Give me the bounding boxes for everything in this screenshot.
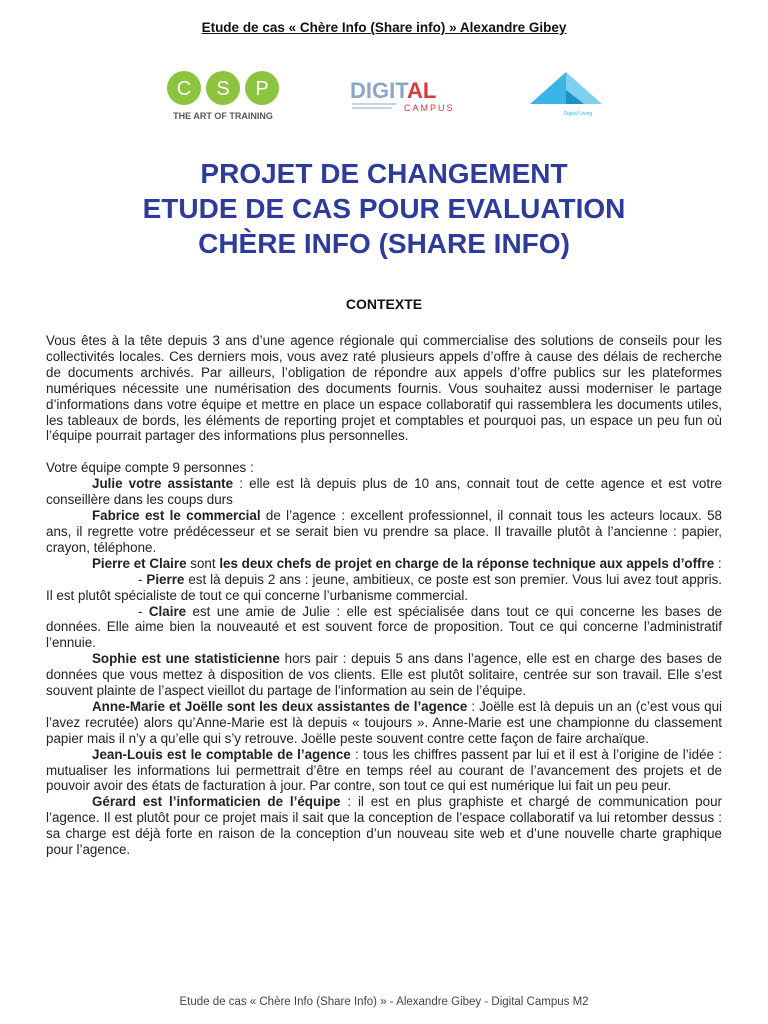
pierre-claire-colon: : [714,555,722,571]
sophie-name: Sophie est une statisticienne [92,651,280,667]
digital-campus-logo [346,76,460,116]
digital-logo-tiny-text-line [352,103,396,105]
paragraph-pierre [46,572,722,604]
intro-paragraph: Vous êtes à la tête depuis 3 ans d’une agence régionale qui commercialise des solutions de conseils pour les collectivités locales. Ces derniers mois, vous avez raté plusieurs appels d’offre à cause des délais de recherche de documents archivés. Par ailleurs, l’obligation de répondre aux appels d’offre publics sur les plateformes numériques nécessite une numérisation des documents fournis. Vous souhaitez aussi moderniser le partage d’informations dans votre équipe et mettre en place un espace collaboratif qui rassemblera les documents utiles, les tableaux de bords, les éléments de reporting projet et comptables et pourquoi pas, un espace un peu fun où l’équipe pourrait partager des informations plus personnelles. [46,333,722,444]
csp-logo-letter-p: P [255,78,269,100]
dl-logo-caption: Digital Living [563,111,593,117]
csp-logo-letter-c: C [176,78,192,100]
sophie-description: hors pair : depuis 5 ans dans l’agence, elle est en charge des bases de données que vous mettez à disposition de vos clients. Elle est plutôt solitaire, centrée sur son travail. Elle s’est souvent plainte de l’aspect vieillot du partage de l’information au sein de l’équipe. [46,651,722,699]
paragraph-anne-marie-joelle [46,699,722,747]
pierre-claire-names: Pierre et Claire [92,555,187,571]
anne-marie-joelle-names: Anne-Marie et Joëlle sont les deux assistantes de l’agence [92,698,468,714]
gerard-name: Gérard est l’informaticien de l’équipe [92,794,341,810]
digital-logo-word [350,78,436,103]
pierre-dash: - [138,571,147,587]
pierre-name: Pierre [146,571,185,587]
paragraph-claire [46,604,722,652]
dl-logo-triangle-left [530,72,566,104]
paragraph-pierre-claire [46,556,722,572]
paragraph-fabrice [46,508,722,556]
claire-dash: - [138,603,149,619]
jean-louis-name: Jean-Louis est le comptable de l’agence [92,746,351,762]
paragraph-gerard [46,794,722,858]
digital-logo-tiny-text-line [352,107,392,109]
title-line-1: PROJET DE CHANGEMENT [200,158,568,189]
gerard-description: : il est en plus graphiste et chargé de communication pour l’agence. Il est plutôt pour ce projet mais il sait que la conception de l’espace collaboratif va lui retomber dessus : sa charge est déjà forte en raison de la conception d’un nouveau site web et d’une nouvelle charte graphique pour l’agence. [46,794,722,858]
section-heading: CONTEXTE [345,296,423,312]
pierre-claire-role: les deux chefs de projet en charge de la réponse technique aux appels d’offre [219,555,715,571]
pierre-description: est là depuis 2 ans : jeune, ambitieux, ce poste est son premier. Vous lui avez tout appris. Il est plutôt spécialiste de tout ce qui concerne l’urbanisme commercial. [46,571,722,603]
csp-logo-letter-s: S [216,78,230,100]
pierre-claire-connector: sont [186,555,220,571]
paragraph-jean-louis [46,747,722,795]
julie-name: Julie votre assistante [92,476,234,492]
body-text [46,333,722,858]
anne-marie-joelle-description: : Joëlle est là depuis un an (c’est vous qui l’avez recrutée) alors qu’Anne-Marie est là depuis « toujours ». Anne-Marie est une championne du classement papier mais il n’y a qu’elle qui s’y retrouve. Joëlle peste souvent contre cette façon de faire archaïque. [46,698,722,746]
claire-description: est une amie de Julie : elle est spécialisée dans tout ce qui concerne les bases de données. Elle aime bien la nouveauté et est souvent force de proposition. Tout ce qui concerne l’administratif l’ennuie. [46,603,722,651]
page-footer: Etude de cas « Chère Info (Share Info) » - Alexandre Gibey - Digital Campus M2 [179,996,589,1008]
digital-logo-word-b: AL [407,78,437,103]
digital-logo-word-a: DIGIT [350,78,408,103]
paragraph-sophie [46,651,722,699]
csp-logo-tagline: THE ART OF TRAINING [173,111,273,121]
julie-description: : elle est là depuis plus de 10 ans, connait tout de cette agence et est votre conseillère dans les coups durs [46,476,723,508]
digital-living-logo [526,68,608,118]
fabrice-description: de l’agence : excellent professionnel, il connait tous les acteurs locaux. 58 ans, il regrette votre prédécesseur et se serait bien vu prendre sa place. Il travaille plutôt à l’ancienne : papier, crayon, téléphone. [46,508,723,555]
page-title [0,156,768,261]
header-title: Etude de cas « Chère Info (Share info) » Alexandre Gibey [201,20,567,35]
fabrice-name: Fabrice est le commercial [92,508,261,524]
paragraph-julie [46,476,722,508]
team-intro: Votre équipe compte 9 personnes : [46,460,254,476]
claire-name: Claire [148,603,187,619]
title-line-3: CHÈRE INFO (SHARE INFO) [198,228,570,259]
jean-louis-description: : tous les chiffres passent par lui et il est à l’origine de l’idée : mutualiser les informations lui permettrait d’être en temps réel au courant de l’avancement des projets et de pouvoir avoir des états de facturation à jour. Par contre, son tout ce qui est numérique lui fait un peu peur. [46,746,722,794]
csp-logo [162,70,284,122]
title-line-2: ETUDE DE CAS POUR EVALUATION [142,193,626,224]
document-header [0,20,768,35]
digital-logo-sub: CAMPUS [404,103,455,113]
